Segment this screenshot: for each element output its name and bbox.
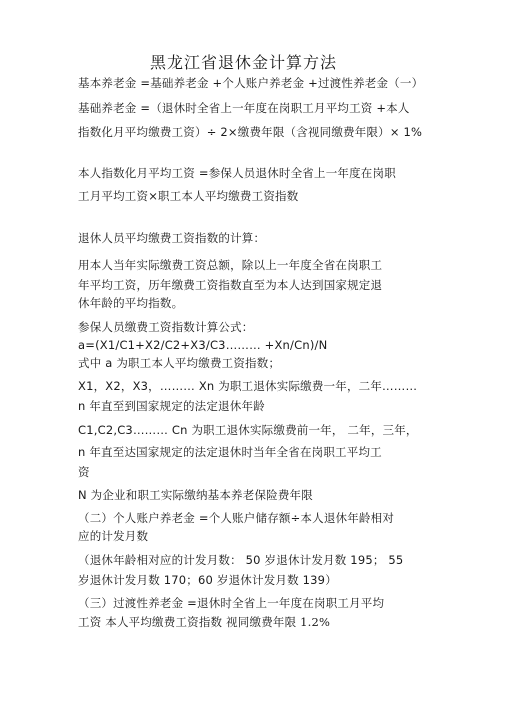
text-line: （退休年龄相对应的计发月数： 50 岁退休计发月数 195； 55 (78, 553, 404, 567)
text-line: C1,C2,C3……… Cn 为职工退休实际缴费前一年， 二年，三年， (78, 423, 418, 437)
text-line: N 为企业和职工实际缴纳基本养老保险费年限 (78, 488, 313, 502)
text-line: 休年龄的平均指数。 (78, 296, 184, 310)
text-line: n 年直至达国家规定的法定退休时当年全省在岗职工平均工 (78, 445, 382, 459)
text-line: 资 (78, 465, 90, 479)
text-line: 式中 a 为职工本人平均缴费工资指数； (78, 356, 281, 370)
text-line: 基础养老金 =（退休时全省上一年度在岗职工月平均工资 +本人 (78, 101, 410, 115)
text-line: 指数化月平均缴费工资）÷ 2×缴费年限（含视同缴费年限）× 1% (78, 125, 423, 139)
text-line: X1，X2，X3，……… Xn 为职工退休实际缴费一年，二年……… (78, 379, 418, 393)
text-line: 应的计发月数 (78, 529, 149, 543)
text-line: （三）过渡性养老金 =退休时全省上一年度在岗职工月平均 (78, 596, 385, 610)
section-heading: 参保人员缴费工资指数计算公式： (78, 320, 254, 334)
section-heading: 退休人员平均缴费工资指数的计算： (78, 231, 266, 245)
text-line: 年平均工资，历年缴费工资指数直至为本人达到国家规定退 (78, 278, 383, 292)
formula-line: a=(X1/C1+X2/C2+X3/C3……… +Xn/Cn)/N (78, 338, 328, 352)
text-line: 工资 本人平均缴费工资指数 视同缴费年限 1.2% (78, 615, 331, 629)
page-title: 黑龙江省退休金计算方法 (150, 53, 338, 72)
text-line: 基本养老金 =基础养老金 +个人账户养老金 +过渡性养老金（一） (78, 76, 424, 90)
text-line: 本人指数化月平均工资 =参保人员退休时全省上一年度在岗职 (78, 166, 396, 180)
text-line: n 年直至到国家规定的法定退休年龄 (78, 399, 265, 413)
text-line: 工月平均工资×职工本人平均缴费工资指数 (78, 189, 299, 203)
text-line: （二）个人账户养老金 =个人账户储存额÷本人退休年龄相对 (78, 511, 395, 525)
text-line: 岁退休计发月数 170；60 岁退休计发月数 139） (78, 573, 337, 587)
text-line: 用本人当年实际缴费工资总额，除以上一年度全省在岗职工 (78, 258, 383, 272)
